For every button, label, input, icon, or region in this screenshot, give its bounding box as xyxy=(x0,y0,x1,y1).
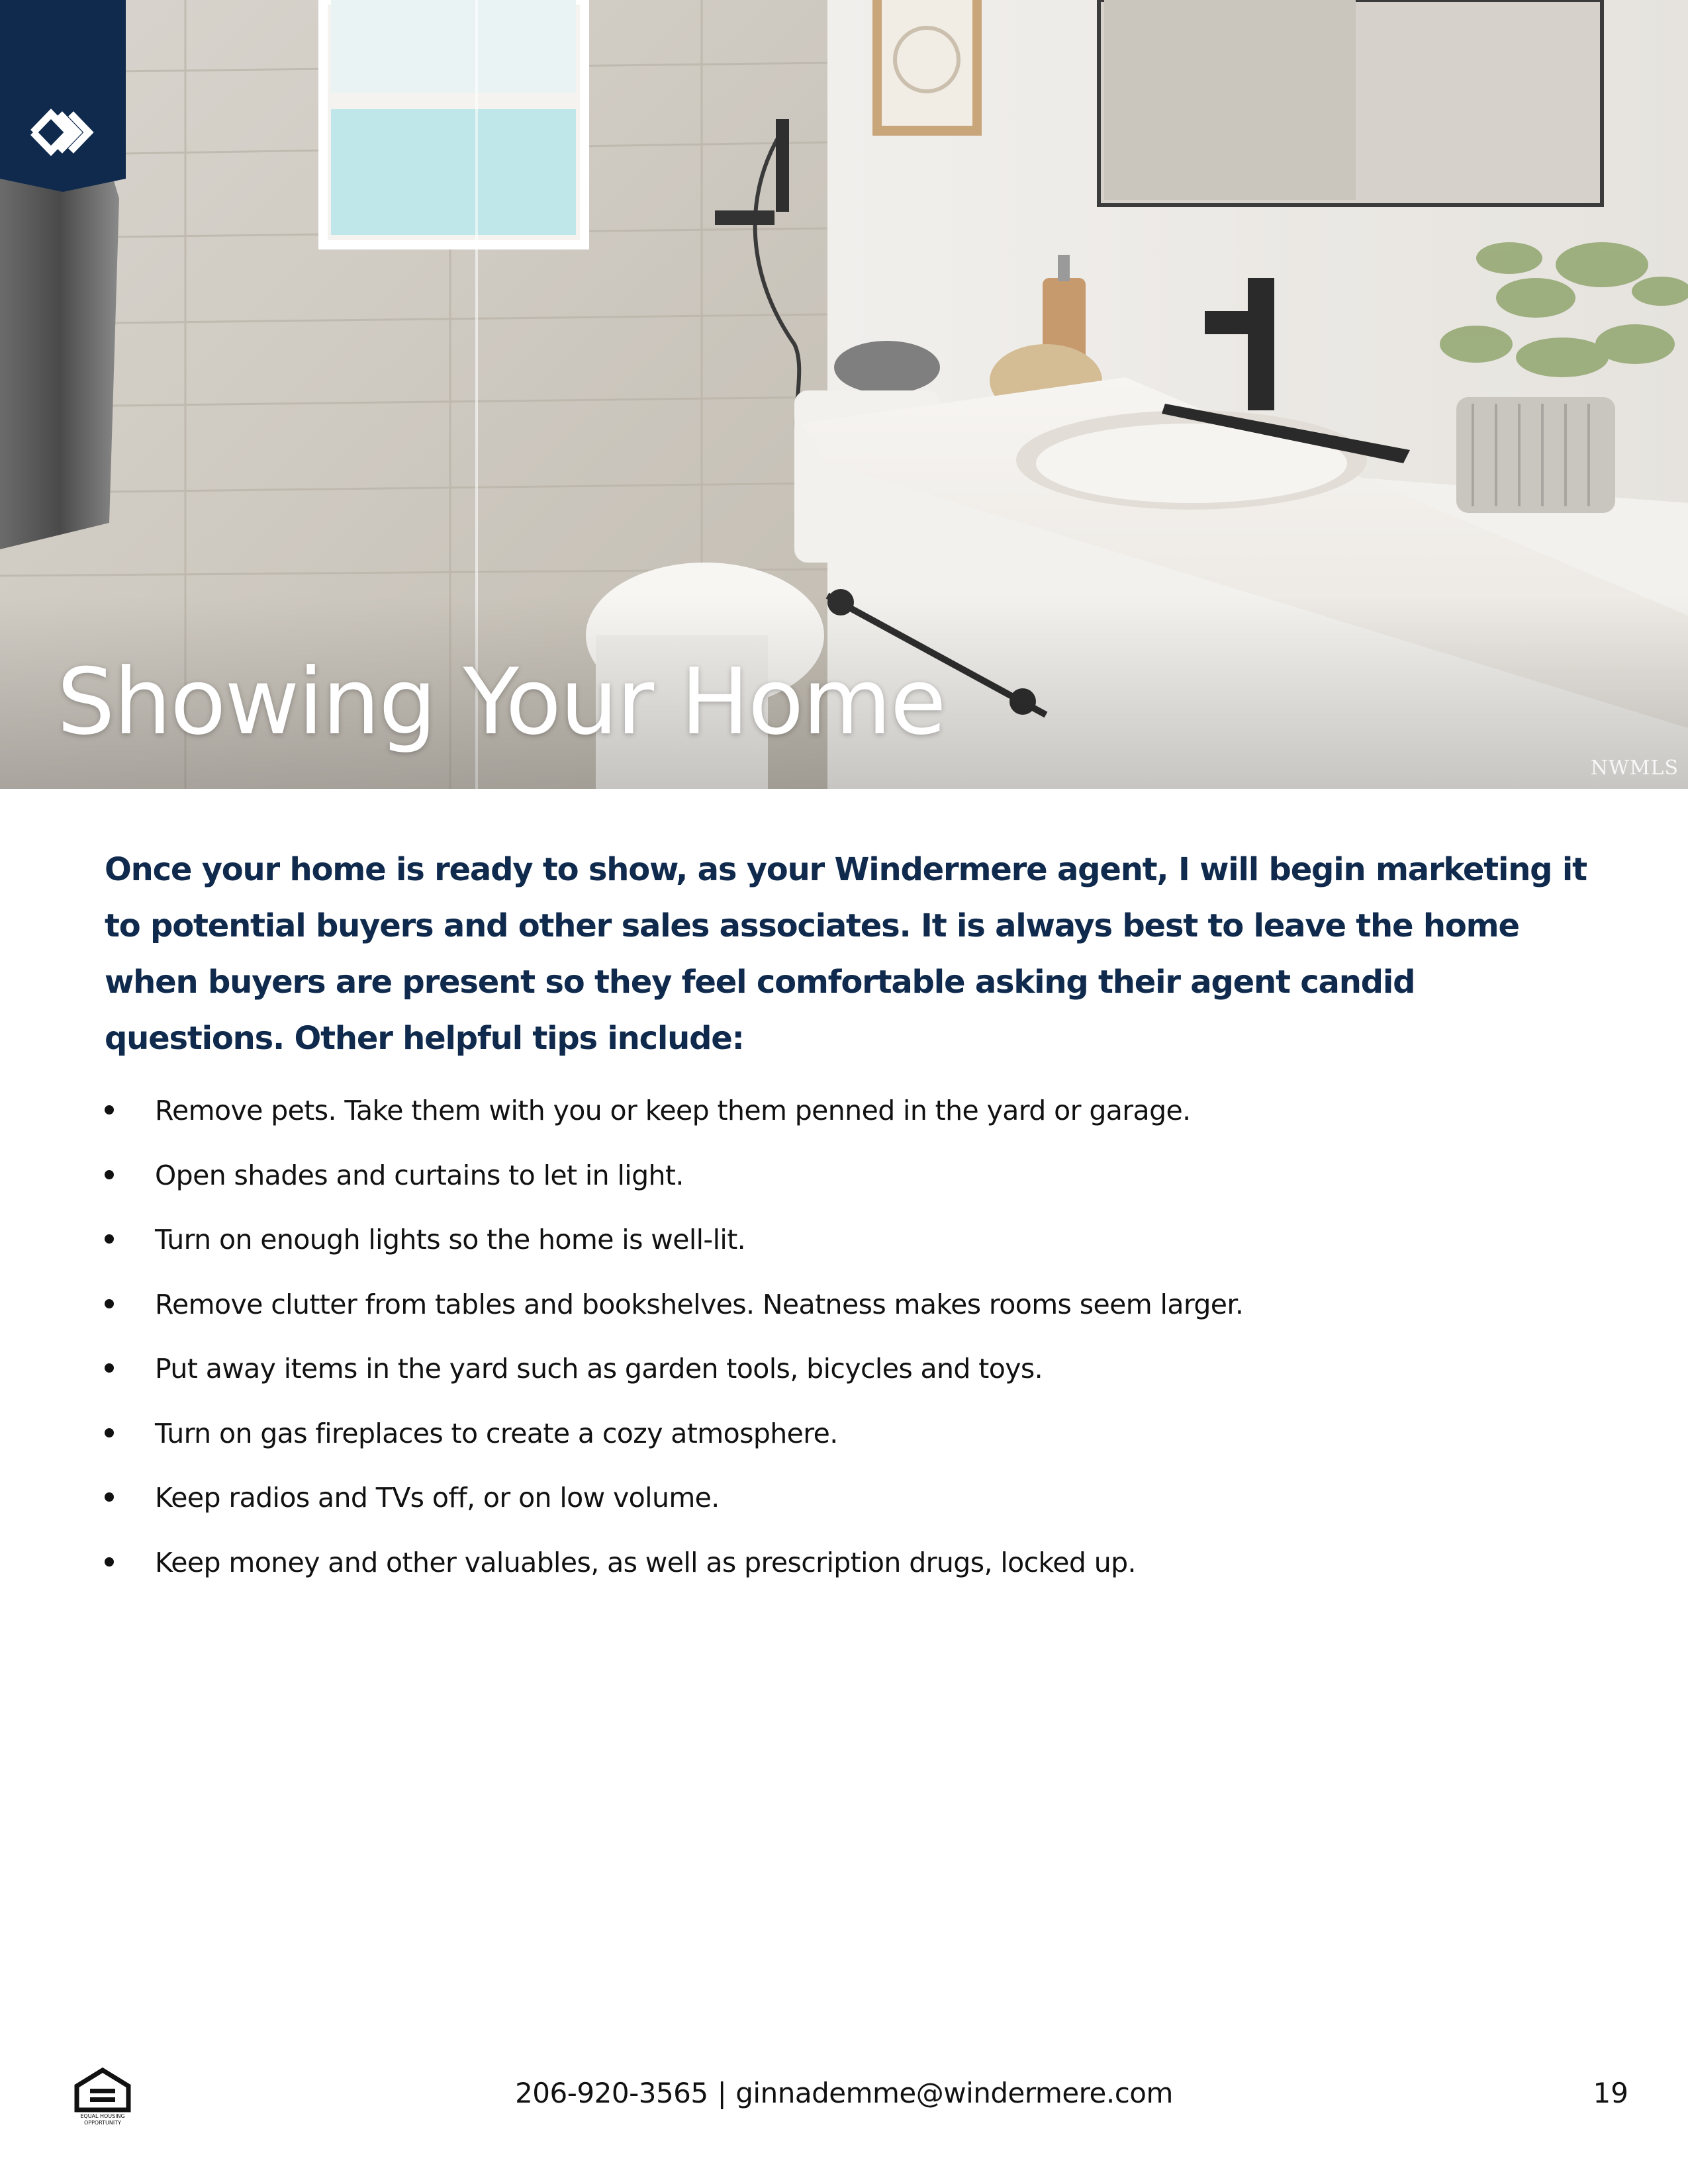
list-item xyxy=(105,1404,1561,1469)
footer-contact xyxy=(0,2077,1688,2109)
intro-paragraph: Once your home is ready to show, as your Windermere agent, I will begin marketing it to potential buyers and other sales associates. It is always best to leave the home when buyers are present so they feel comfortable asking their agent candid questions. Other helpful tips include: xyxy=(105,851,1587,1057)
footer-separator: | xyxy=(717,2077,727,2109)
list-item xyxy=(105,1081,1561,1146)
bullet-icon xyxy=(105,1557,114,1567)
page-number: 19 xyxy=(1593,2077,1628,2109)
list-item xyxy=(105,1275,1561,1340)
tip-text: Turn on gas fireplaces to create a cozy atmosphere. xyxy=(155,1417,838,1449)
list-item xyxy=(105,1146,1561,1210)
nwmls-watermark: NWMLS xyxy=(1590,756,1679,780)
bullet-icon xyxy=(105,1170,114,1179)
tips-list xyxy=(105,1081,1561,1597)
bullet-icon xyxy=(105,1234,114,1244)
tip-text: Keep money and other valuables, as well as prescription drugs, locked up. xyxy=(155,1546,1136,1578)
bullet-icon xyxy=(105,1105,114,1115)
list-item xyxy=(105,1468,1561,1533)
list-item xyxy=(105,1210,1561,1275)
email-address: ginnademme@windermere.com xyxy=(735,2077,1173,2109)
tip-text: Keep radios and TVs off, or on low volume. xyxy=(155,1482,720,1514)
bullet-icon xyxy=(105,1492,114,1502)
tip-text: Open shades and curtains to let in light. xyxy=(155,1159,684,1191)
tip-text: Put away items in the yard such as garden tools, bicycles and toys. xyxy=(155,1353,1043,1385)
tip-text: Remove pets. Take them with you or keep them penned in the yard or garage. xyxy=(155,1095,1191,1126)
svg-text:OPPORTUNITY: OPPORTUNITY xyxy=(83,2120,122,2126)
bullet-icon xyxy=(105,1363,114,1373)
list-item xyxy=(105,1533,1561,1598)
tip-text: Remove clutter from tables and bookshelves. Neatness makes rooms seem larger. xyxy=(155,1288,1244,1320)
list-item xyxy=(105,1339,1561,1404)
page-title: Showing Your Home xyxy=(57,649,945,755)
svg-text:EQUAL HOUSING: EQUAL HOUSING xyxy=(80,2113,125,2119)
bullet-icon xyxy=(105,1428,114,1437)
hero-photo xyxy=(0,0,1688,789)
phone-number: 206-920-3565 xyxy=(515,2077,708,2109)
tip-text: Turn on enough lights so the home is well-lit. xyxy=(155,1224,746,1255)
bullet-icon xyxy=(105,1299,114,1308)
windermere-logo-icon xyxy=(0,0,126,192)
